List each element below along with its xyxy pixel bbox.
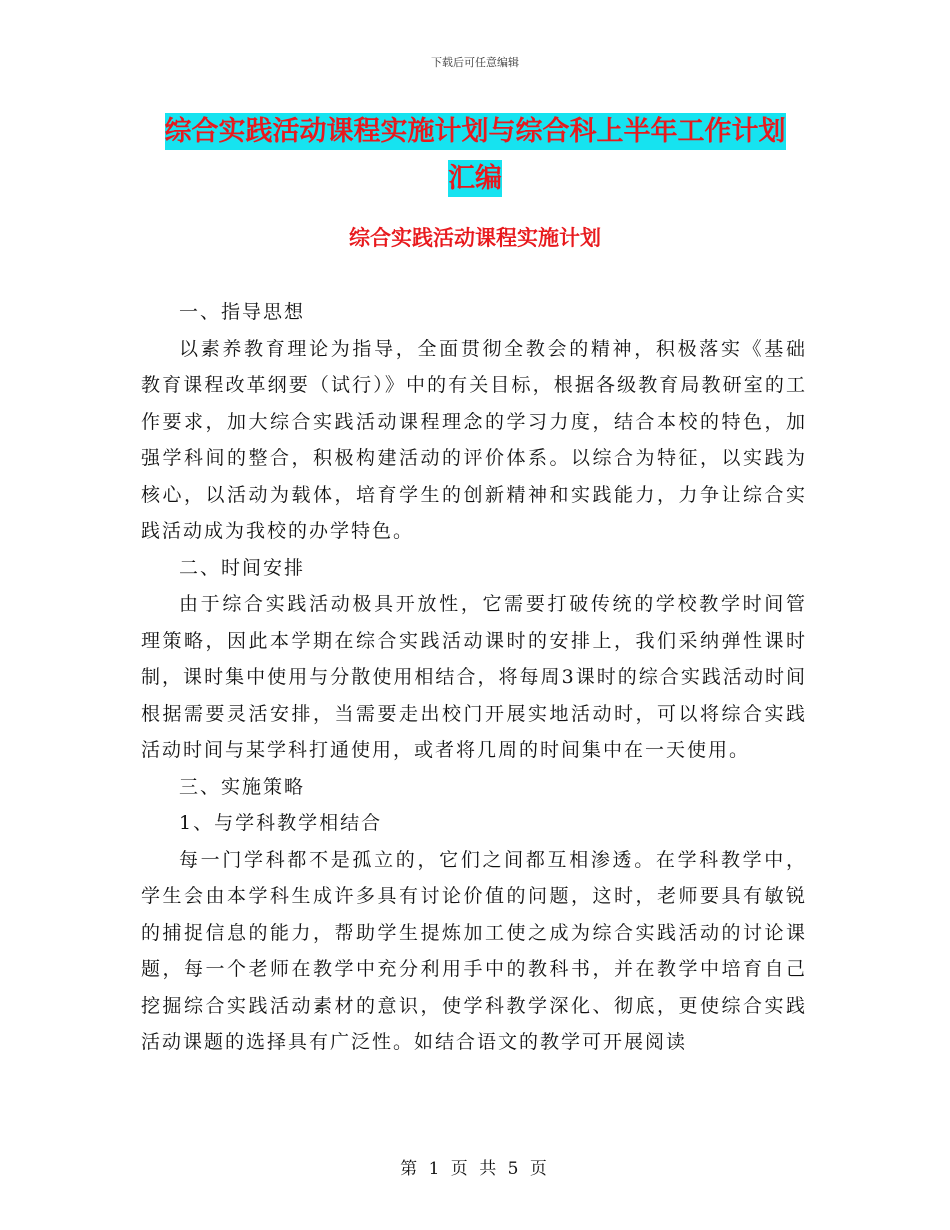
section-title: 综合实践活动课程实施计划 — [349, 225, 601, 250]
title-line-1: 综合实践活动课程实施计划与综合科上半年工作计划 — [165, 113, 786, 150]
subheading-subject-integration: 1、与学科教学相结合 — [179, 812, 383, 834]
header-note: 下载后可任意编辑 — [431, 56, 519, 69]
paragraph-time-schedule: 由于综合实践活动极具开放性，它需要打破传统的学校教学时间管理策略，因此本学期在综合实践活动课时的安排上，我们采纳弹性课时制，课时集中使用与分散使用相结合，将每周3课时的综合实践活动时间根据需要灵活安排，当需要走出校门开展实地活动时，可以将综合实践活动时间与某学科打通使用，或者将几周的时间集中在一天使用。 — [141, 593, 807, 761]
heading-implementation-strategy: 三、实施策略 — [179, 775, 306, 798]
paragraph-guiding-ideology: 以素养教育理论为指导，全面贯彻全教会的精神，积极落实《基础教育课程改革纲要（试行）》中的有关目标，根据各级教育局教研室的工作要求，加大综合实践活动课程理念的学习力度，结合本校的特色，加强学科间的整合，积极构建活动的评价体系。以综合为特征，以实践为核心，以活动为载体，培育学生的创新精神和实践能力，力争让综合实践活动成为我校的办学特色。 — [141, 337, 807, 542]
document-title — [145, 108, 805, 202]
paragraph-subject-integration: 每一门学科都不是孤立的，它们之间都互相渗透。在学科教学中，学生会由本学科生成许多具有讨论价值的问题，这时，老师要具有敏锐的捕捉信息的能力，帮助学生提炼加工使之成为综合实践活动的讨论课题，每一个老师在教学中充分利用手中的教科书，并在教学中培育自己挖掘综合实践活动素材的意识，使学科教学深化、彻底，更使综合实践活动课题的选择具有广泛性。如结合语文的教学可开展阅读 — [141, 848, 807, 1053]
page-number-footer: 第 1 页 共 5 页 — [400, 1159, 550, 1179]
heading-guiding-ideology: 一、指导思想 — [179, 301, 306, 323]
title-line-2: 汇编 — [448, 160, 502, 197]
heading-time-schedule: 二、时间安排 — [179, 556, 306, 579]
document-body — [141, 294, 807, 1061]
